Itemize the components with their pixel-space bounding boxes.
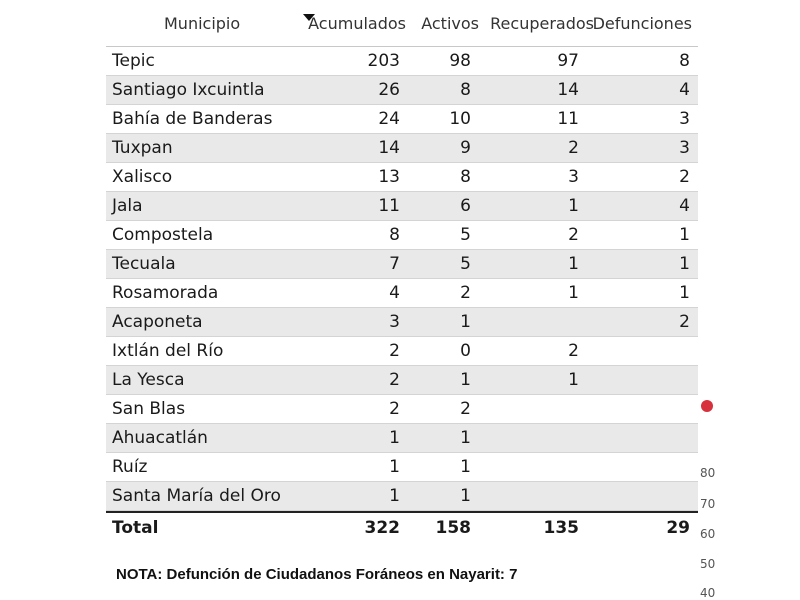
cell-recuperados: 1 [568,196,579,216]
cell-defunciones: 2 [679,167,690,187]
cell-activos: 1 [460,370,471,390]
header-acumulados[interactable]: Acumulados [308,14,406,33]
axis-tick-label: 80 [700,466,716,480]
cell-municipio: Compostela [112,225,214,245]
cell-recuperados: 1 [568,283,579,303]
table-row[interactable] [106,47,698,76]
table-row[interactable] [106,482,698,511]
cell-acumulados: 11 [378,196,400,216]
cell-municipio: Ruíz [112,457,148,477]
cell-acumulados: 203 [367,51,400,71]
cell-activos: 8 [460,80,471,100]
cell-defunciones: 4 [679,196,690,216]
cell-municipio: Rosamorada [112,283,219,303]
table-row[interactable] [106,366,698,395]
table-row[interactable] [106,337,698,366]
cell-municipio: Bahía de Banderas [112,109,273,129]
cell-activos: 10 [449,109,471,129]
cell-acumulados: 3 [389,312,400,332]
cell-municipio: Tecuala [112,254,176,274]
table-row[interactable] [106,395,698,424]
cell-defunciones: 1 [679,283,690,303]
cell-recuperados: 2 [568,225,579,245]
cell-municipio: Ixtlán del Río [112,341,224,361]
total-activos: 158 [435,518,471,538]
total-recuperados: 135 [543,518,579,538]
cell-activos: 1 [460,428,471,448]
cell-municipio: Acaponeta [112,312,203,332]
cell-acumulados: 2 [389,370,400,390]
table-row[interactable] [106,76,698,105]
cell-recuperados: 2 [568,341,579,361]
cell-acumulados: 1 [389,457,400,477]
table-body [106,47,698,511]
cell-acumulados: 4 [389,283,400,303]
cell-acumulados: 8 [389,225,400,245]
cell-activos: 5 [460,225,471,245]
total-defunciones: 29 [666,518,690,538]
cell-defunciones: 2 [679,312,690,332]
cell-activos: 1 [460,486,471,506]
cell-activos: 8 [460,167,471,187]
sort-descending-icon [303,14,315,21]
cell-recuperados: 3 [568,167,579,187]
table-row[interactable] [106,424,698,453]
axis-tick-label: 60 [700,527,716,541]
header-municipio[interactable]: Municipio [164,14,241,33]
table-header [106,6,698,47]
cell-acumulados: 2 [389,399,400,419]
cell-municipio: Xalisco [112,167,173,187]
cell-acumulados: 1 [389,486,400,506]
cell-activos: 2 [460,399,471,419]
cell-defunciones: 4 [679,80,690,100]
cell-activos: 1 [460,312,471,332]
cell-municipio: Ahuacatlán [112,428,208,448]
cell-municipio: San Blas [112,399,186,419]
cell-activos: 9 [460,138,471,158]
table-row[interactable] [106,221,698,250]
cell-activos: 98 [449,51,471,71]
cell-acumulados: 26 [378,80,400,100]
table-row[interactable] [106,453,698,482]
axis-tick-label: 40 [700,586,716,600]
cell-acumulados: 14 [378,138,400,158]
total-acumulados: 322 [364,518,400,538]
cell-activos: 0 [460,341,471,361]
cell-acumulados: 24 [378,109,400,129]
cell-recuperados: 11 [557,109,579,129]
cell-defunciones: 1 [679,225,690,245]
chart-marker-dot [701,400,713,412]
table-row[interactable] [106,192,698,221]
table-row[interactable] [106,163,698,192]
total-row [106,511,698,543]
cell-defunciones: 1 [679,254,690,274]
table-row[interactable] [106,308,698,337]
cell-recuperados: 14 [557,80,579,100]
axis-tick-label: 70 [700,497,716,511]
cell-recuperados: 1 [568,254,579,274]
cell-acumulados: 1 [389,428,400,448]
cell-defunciones: 8 [679,51,690,71]
cell-municipio: Santiago Ixcuintla [112,80,265,100]
header-defunciones[interactable]: Defunciones [592,14,692,33]
table-row[interactable] [106,134,698,163]
cell-defunciones: 3 [679,109,690,129]
cell-recuperados: 1 [568,370,579,390]
cell-municipio: Santa María del Oro [112,486,281,506]
cell-recuperados: 2 [568,138,579,158]
cell-activos: 2 [460,283,471,303]
total-label: Total [112,518,159,538]
cell-activos: 6 [460,196,471,216]
cell-recuperados: 97 [557,51,579,71]
cell-municipio: Tepic [112,51,155,71]
table-row[interactable] [106,279,698,308]
cell-municipio: Jala [112,196,143,216]
municipios-table [106,6,698,543]
header-activos[interactable]: Activos [421,14,479,33]
table-row[interactable] [106,250,698,279]
header-recuperados[interactable]: Recuperados [490,14,594,33]
cell-municipio: Tuxpan [112,138,173,158]
cell-activos: 5 [460,254,471,274]
cell-acumulados: 7 [389,254,400,274]
axis-tick-label: 50 [700,557,716,571]
cell-acumulados: 13 [378,167,400,187]
cell-defunciones: 3 [679,138,690,158]
cell-municipio: La Yesca [112,370,185,390]
cell-activos: 1 [460,457,471,477]
table-row[interactable] [106,105,698,134]
cell-acumulados: 2 [389,341,400,361]
footnote: NOTA: Defunción de Ciudadanos Foráneos en Nayarit: 7 [116,566,518,583]
